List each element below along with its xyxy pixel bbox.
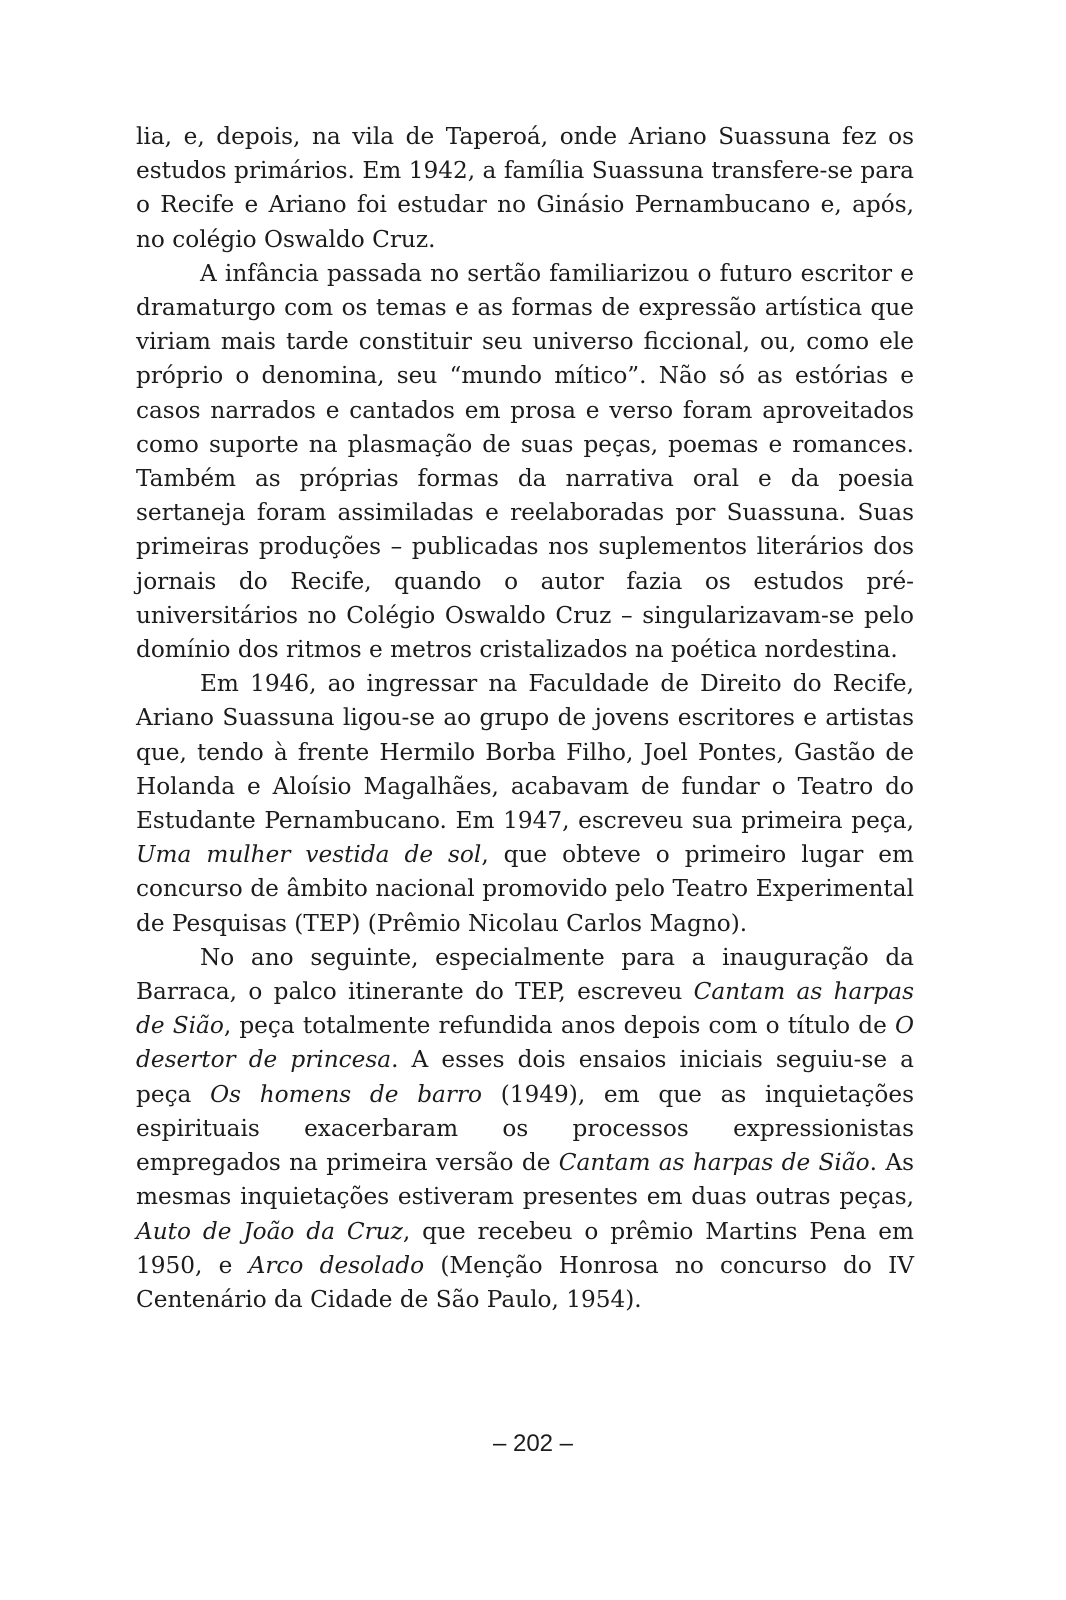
paragraph — [136, 257, 914, 667]
text-run: lia, e, depois, na vila de Taperoá, onde Ariano Suassuna fez os estudos primários. Em 1942, a família Suassuna transfere-se para o Recife e Ariano foi estudar no Ginásio Pernambucano e, após, no colégio Oswaldo Cruz. — [136, 123, 914, 253]
work-title: Cantam as harpas de Sião — [558, 1149, 870, 1177]
paragraph — [136, 667, 914, 941]
work-title: Auto de João da Cruz — [136, 1217, 403, 1245]
work-title: Arco desolado — [248, 1251, 425, 1279]
paragraph — [136, 941, 914, 1317]
page-body — [136, 120, 914, 1317]
text-run: (Menção Honrosa no concurso do IV Centenário da Cidade de São Paulo, 1954). — [136, 1251, 914, 1313]
work-title: Os homens de barro — [210, 1080, 482, 1108]
text-run: No ano seguinte, especialmente para a inauguração da Barraca, o palco itinerante do TEP, escreveu — [136, 943, 914, 1006]
paragraph — [136, 120, 914, 257]
text-run: , peça totalmente refundida anos depois com o título de — [223, 1012, 895, 1040]
text-run: , que recebeu o prêmio Martins Pena em 1950, e — [136, 1217, 914, 1279]
page-number: – 202 – — [492, 1430, 574, 1457]
text-run: , que obteve o primeiro lugar em concurso de âmbito nacional promovido pelo Teatro Experimental de Pesquisas (TEP) (Prêmio Nicolau Carlos Magno). — [136, 841, 914, 937]
text-run: . A esses dois ensaios iniciais seguiu-se a peça — [136, 1046, 914, 1108]
text-run: A infância passada no sertão familiarizou o futuro escritor e dramaturgo com os temas e as formas de expressão artística que viriam mais tarde constituir seu universo ficcional, ou, como ele próprio o denomina, seu “mundo mítico”. Não só as estórias e casos narrados e cantados em prosa e verso foram aproveitados como suporte na plasmação de suas peças, poemas e romances. Também as próprias formas da narrativa oral e da poesia sertaneja foram assimiladas e reelaboradas por Suassuna. Suas primeiras produções – publicadas nos suplementos literários dos jornais do Recife, quando o autor fazia os estudos pré-universitários no Colégio Oswaldo Cruz – singularizavam-se pelo domínio dos ritmos e metros cristalizados na poética nordestina. — [136, 259, 914, 664]
work-title: Uma mulher vestida de sol — [136, 841, 482, 869]
work-title: O desertor de princesa — [136, 1012, 914, 1074]
work-title: Cantam as harpas de Sião — [136, 978, 914, 1040]
text-run: Em 1946, ao ingressar na Faculdade de Direito do Recife, Ariano Suassuna ligou-se ao grupo de jovens escritores e artistas que, tendo à frente Hermilo Borba Filho, Joel Pontes, Gastão de Holanda e Aloísio Magalhães, acabavam de fundar o Teatro do Estudante Pernambucano. Em 1947, escreveu sua primeira peça, — [136, 670, 914, 835]
text-run: (1949), em que as inquietações espirituais exacerbaram os processos expressionistas empregados na primeira versão de — [136, 1080, 914, 1177]
text-run: . As mesmas inquietações estiveram presentes em duas outras peças, — [136, 1149, 914, 1211]
